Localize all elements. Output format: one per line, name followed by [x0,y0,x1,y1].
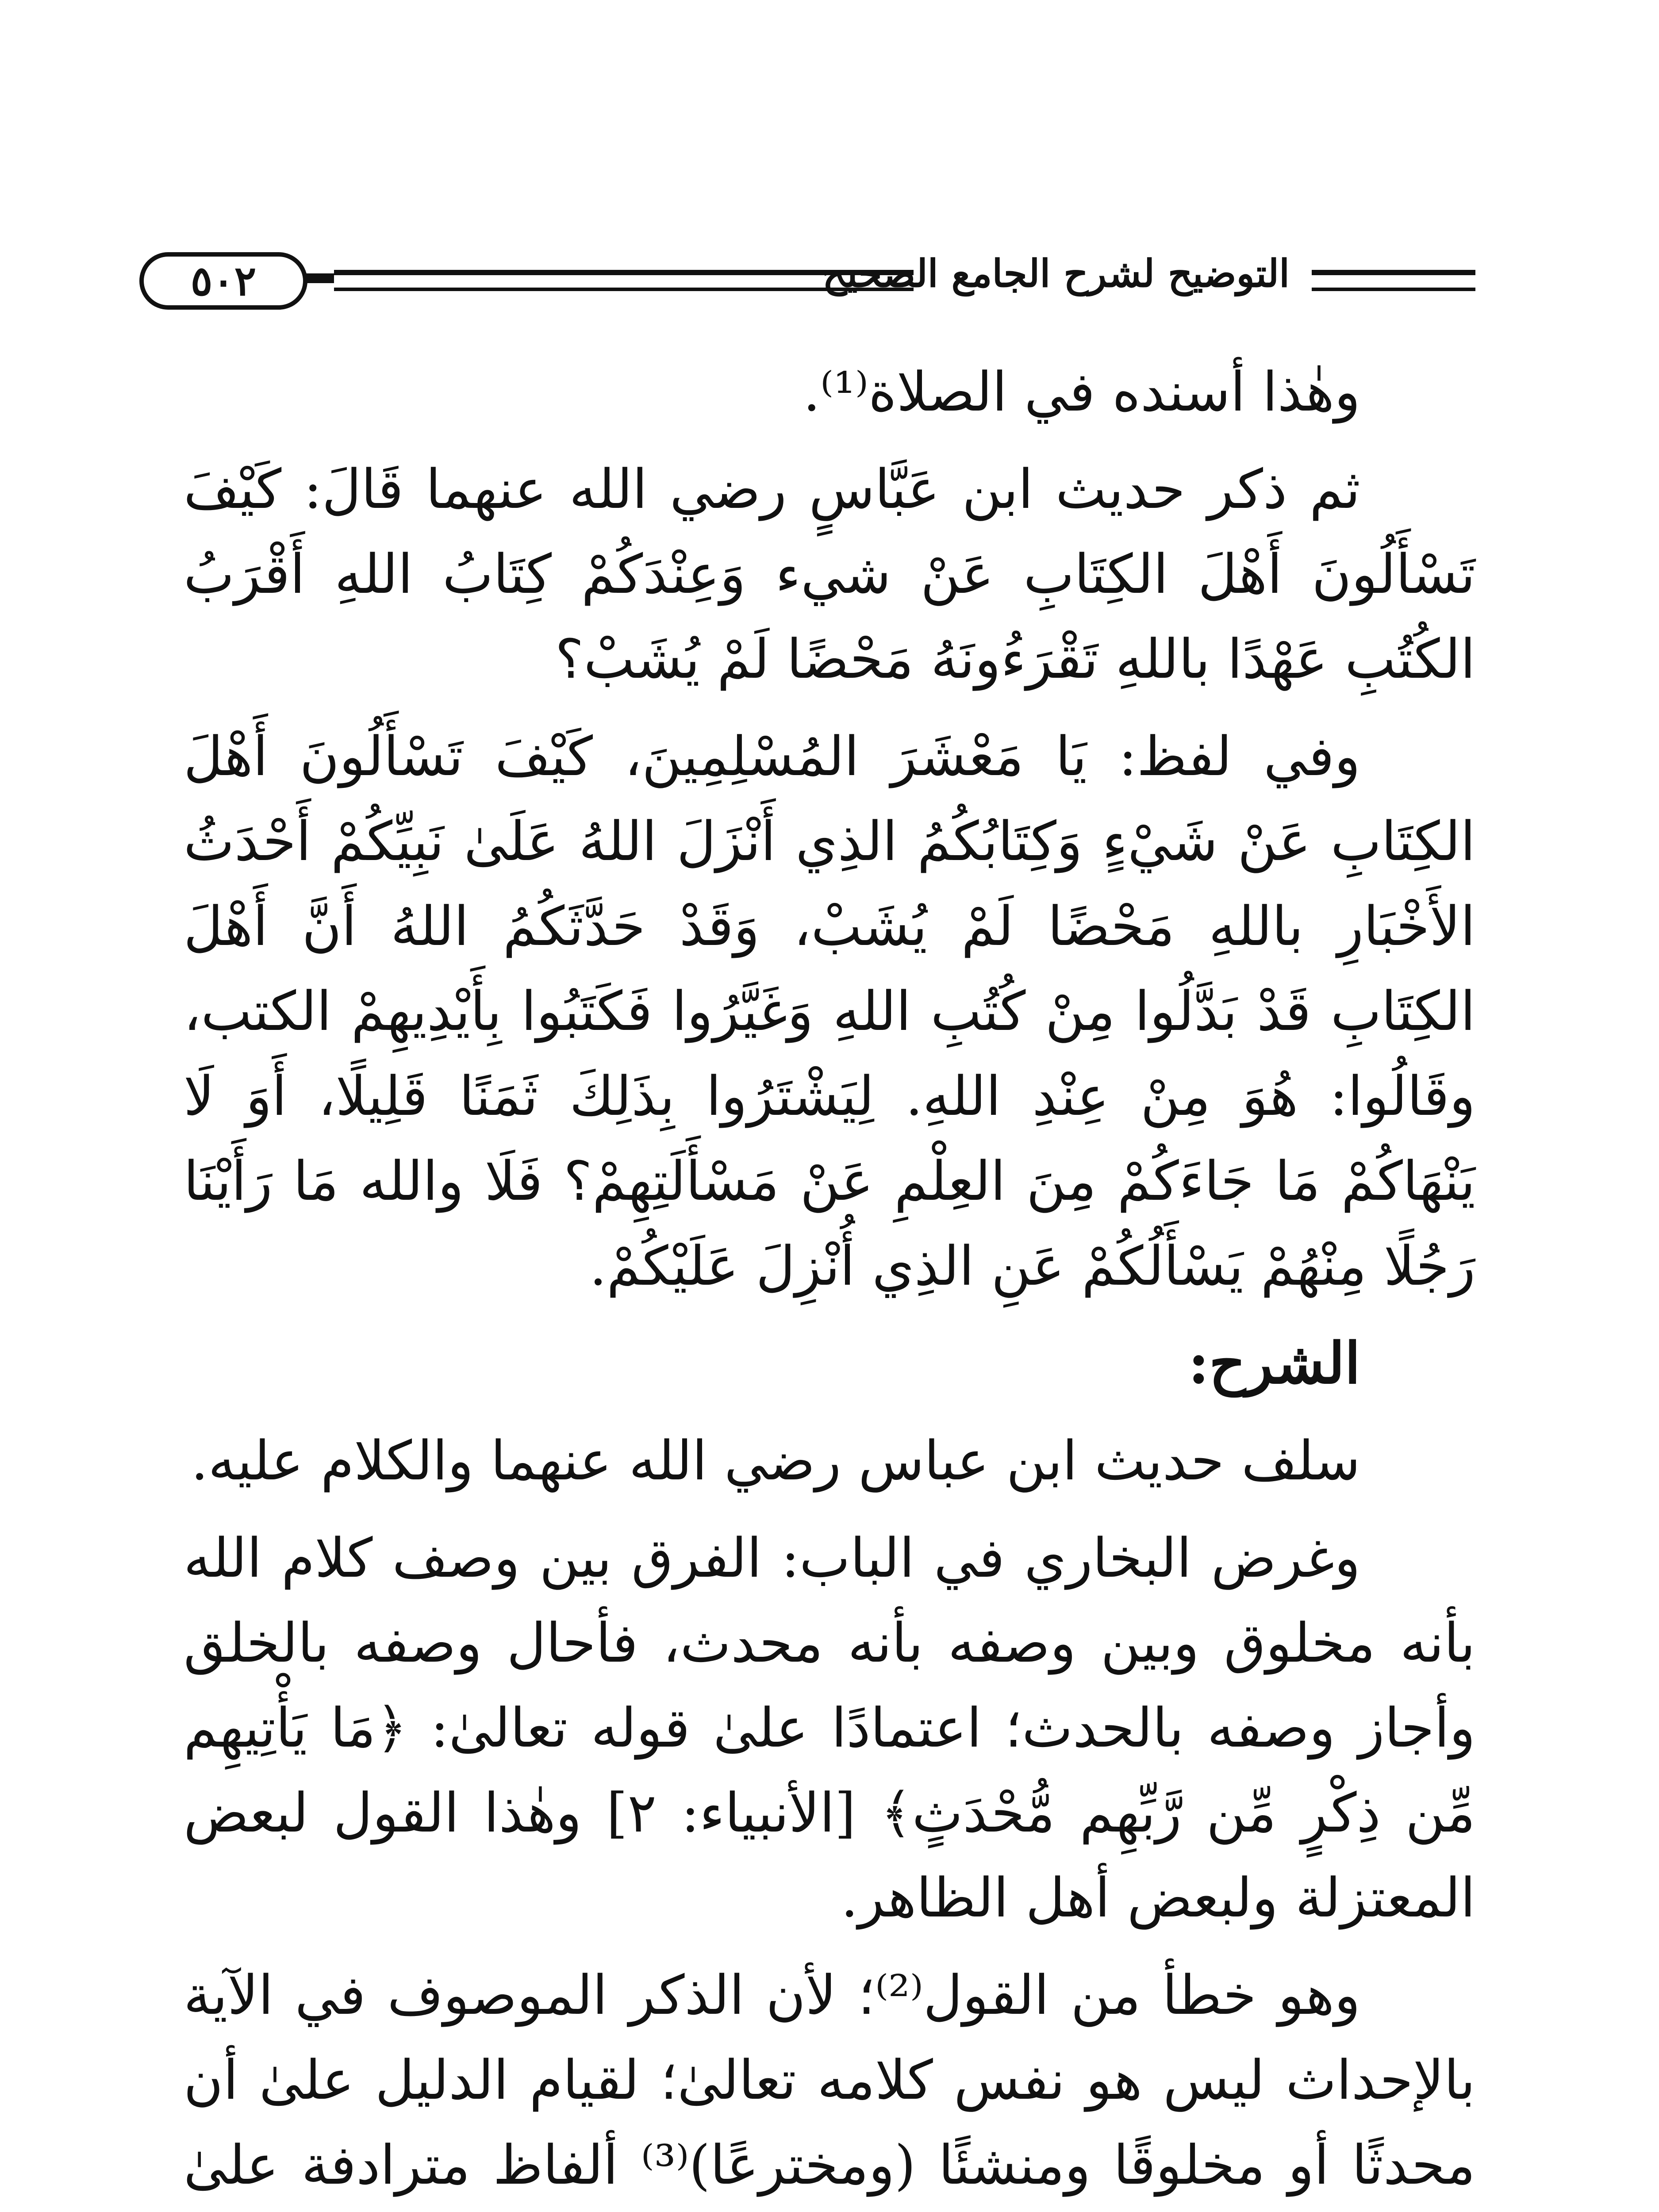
paragraph: وهو خطأ من القول⁽²⁾؛ لأن الذكر الموصوف في الآية بالإحداث ليس هو نفس كلامه تعالىٰ؛ لقيام الدليل علىٰ أن محدثًا أو مخلوقًا ومنشئًا (ومخترعًا)⁽³⁾ ألفاظ مترادفة علىٰ [184,1964,1476,2197]
paragraph: وهٰذا أسنده في الصلاة⁽¹⁾. [803,361,1360,423]
header-rule [1312,270,1475,275]
header-rule [1312,288,1475,291]
main-text [184,349,1475,2212]
paragraph: سلف حديث ابن عباس رضي الله عنهما والكلام عليه. [191,1429,1360,1492]
running-title: التوضيح لشرح الجامع الصحيح [822,251,1290,296]
paragraph: وفي لفظ: يَا مَعْشَرَ المُسْلِمِينَ، كَيْفَ تَسْأَلُونَ أَهْلَ الكِتَابِ عَنْ شَيْءٍ وَكِتَابُكُمُ الذِي أَنْزَلَ اللهُ عَلَىٰ نَبِيِّكُمْ أَحْدَثُ الأَخْبَارِ باللهِ مَحْضًا لَمْ يُشَبْ، وَقَدْ حَدَّثَكُمُ اللهُ أَنَّ أَهْلَ الكِتَابِ قَدْ بَدَّلُوا مِنْ كُتُبِ اللهِ وَغَيَّرُوا فَكَتَبُوا بِأَيْدِيهِمْ الكتب، وقَالُوا: هُوَ مِنْ عِنْدِ اللهِ. لِيَشْتَرُوا بِذَلِكَ ثَمَنًا قَلِيلًا، أَوَ لَا يَنْهَاكُمْ مَا جَاءَكُمْ مِنَ العِلْمِ عَنْ مَسْأَلَتِهِمْ؟ فَلَا والله مَا رَأَيْنَا رَجُلًا مِنْهُمْ يَسْأَلُكُمْ عَنِ الذِي أُنْزِلَ عَلَيْكُمْ. [184,725,1475,1298]
paragraph: ثم ذكر حديث ابن عَبَّاسٍ رضي الله عنهما قَالَ: كَيْفَ تَسْأَلُونَ أَهْلَ الكِتَابِ عَنْ شيء وَعِنْدَكُمْ كِتَابُ اللهِ أَقْرَبُ الكُتُبِ عَهْدًا باللهِ تَقْرَءُونَهُ مَحْضًا لَمْ يُشَبْ؟ [184,458,1475,691]
page-header [139,248,1475,323]
paragraph: وغرض البخاري في الباب: الفرق بين وصف كلام الله بأنه مخلوق وبين وصفه بأنه محدث، فأحال وصفه بالخلق وأجاز وصفه بالحدث؛ اعتمادًا علىٰ قوله تعالىٰ: ﴿مَا يَأْتِيهِم مِّن ذِكْرٍ مِّن رَّبِّهِم مُّحْدَثٍ﴾ [الأنبياء: ٢] وهٰذا القول لبعض المعتزلة ولبعض أهل الظاهر. [184,1527,1475,1929]
header-ornament [303,273,334,283]
section-heading: الشرح: [1188,1330,1360,1397]
page-number: ٥٠٢ [139,252,307,310]
